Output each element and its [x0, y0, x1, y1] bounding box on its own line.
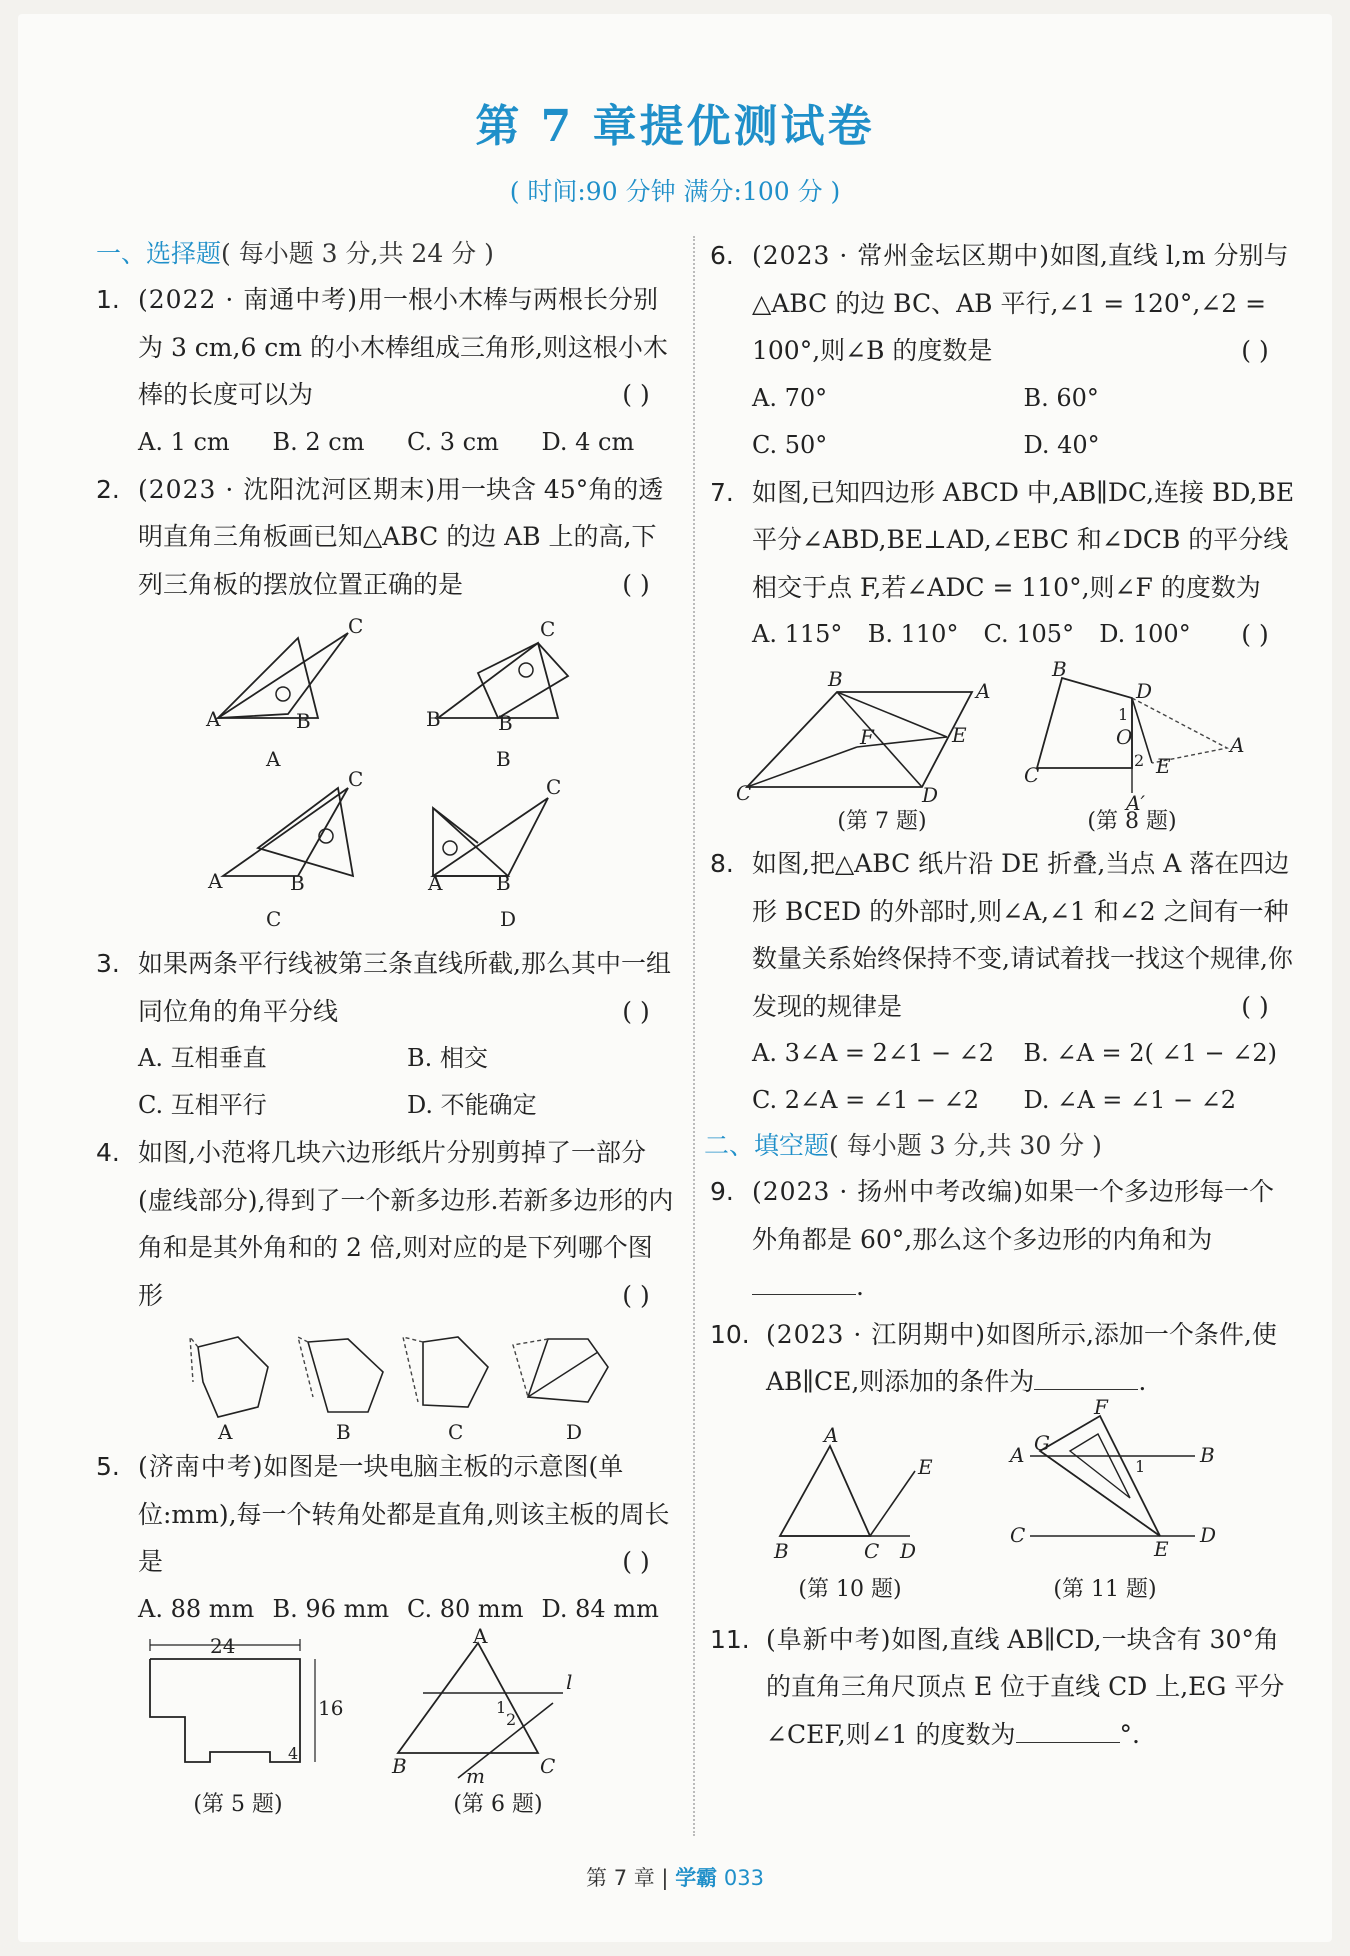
option-b: B. ∠A = 2( ∠1 − ∠2): [1023, 1039, 1277, 1067]
section-choice-heading: 一、选择题( 每小题 3 分,共 24 分 ): [96, 239, 494, 268]
question-text: 如图,把△ABC 纸片沿 DE 折叠,当点 A 落在四边形 BCED 的外部时,则∠A,∠1 和∠2 之间有一种数量关系始终保持不变,请试着找一找这个规律,你发现的规律是: [752, 849, 1293, 1021]
svg-text:m: m: [466, 1763, 485, 1788]
question-text: 如图,直线 l,m 分别与△ABC 的边 BC、AB 平行,∠1 = 120°,∠2 = 100°,则∠B 的度数是: [752, 241, 1289, 365]
svg-text:A: A: [824, 1422, 839, 1447]
figure-label-b: B: [496, 747, 511, 771]
option-a: A. 1 cm: [138, 427, 230, 456]
svg-text:A: A: [1230, 733, 1245, 757]
option-a: A. 115°: [752, 620, 843, 648]
svg-text:A: A: [976, 679, 991, 703]
answer-paren: ( ): [1241, 620, 1269, 649]
figure-caption: (第 10 题): [798, 1576, 902, 1602]
figure-label-d: D: [500, 907, 517, 931]
option-a: A. 3∠A = 2∠1 − ∠2: [752, 1039, 995, 1067]
question-1: [96, 276, 676, 466]
svg-text:A′: A′: [1126, 791, 1145, 815]
options: [138, 419, 676, 466]
option-d: D. 84 mm: [541, 1594, 659, 1623]
question-number: 6.: [710, 241, 734, 270]
question-source: (阜新中考): [766, 1624, 892, 1654]
question-2: [96, 466, 676, 941]
answer-paren: ( ): [622, 569, 650, 599]
option-b: B. 110°: [867, 620, 959, 648]
svg-text:C: C: [1010, 1522, 1026, 1547]
footer-brand: 学霸: [675, 1866, 718, 1890]
option-d: D. 不能确定: [407, 1091, 537, 1119]
svg-text:B: B: [426, 707, 441, 731]
svg-text:1: 1: [496, 1697, 507, 1717]
option-c: C. 50°: [752, 430, 828, 459]
question-text: 如果一个多边形每一个外角都是 60°,那么这个多边形的内角和为: [752, 1177, 1274, 1254]
svg-text:C: C: [348, 767, 364, 791]
question-text: 如图所示,添加一个条件,使 AB∥CE,则添加的条件为: [766, 1319, 1277, 1396]
svg-text:D: D: [1136, 679, 1153, 703]
page-subtitle: ( 时间:90 分钟 满分:100 分 ): [509, 177, 841, 206]
question-8: [710, 840, 1295, 1124]
question-number: 1.: [96, 285, 120, 314]
option-a: A. 88 mm: [138, 1594, 255, 1623]
svg-text:B: B: [290, 871, 305, 895]
figure-caption: (第 6 题): [453, 1791, 543, 1817]
svg-text:B: B: [1200, 1442, 1215, 1467]
question-source: (2023 · 江阴期中): [766, 1319, 986, 1349]
question-text: 如果两条平行线被第三条直线所截,那么其中一组同位角的角平分线: [138, 949, 671, 1026]
option-c: C. 2∠A = ∠1 − ∠2: [752, 1086, 979, 1114]
svg-text:A: A: [473, 1623, 488, 1648]
svg-text:F: F: [1094, 1394, 1108, 1419]
q7-quadrilateral-figure: [732, 667, 1002, 807]
answer-blank[interactable]: [1034, 1363, 1138, 1390]
footer-chapter: 第 7 章: [586, 1866, 655, 1890]
figure-label-b: B: [336, 1420, 351, 1444]
svg-text:O: O: [1116, 725, 1133, 749]
question-text: 如图,直线 AB∥CD,一块含有 30°角的直角三角尺顶点 E 位于直线 CD 上,EG 平分∠CEF,则∠1 的度数为: [766, 1624, 1285, 1749]
svg-text:2: 2: [1134, 751, 1145, 770]
option-d: D. 40°: [1023, 430, 1100, 459]
svg-text:1: 1: [1118, 705, 1129, 724]
question-text: 如图是一块电脑主板的示意图(单位:mm),每一个转角处都是直角,则该主板的周长是: [138, 1452, 670, 1576]
answer-paren: ( ): [1241, 336, 1269, 365]
svg-text:C: C: [736, 781, 752, 805]
q2-triangle-figures: [178, 614, 658, 938]
svg-text:F: F: [860, 725, 874, 749]
figure-label-a: A: [218, 1420, 233, 1444]
figure-label-c: C: [448, 1420, 464, 1444]
question-10: 10. (2023 · 江阴期中)如图所示,添加一个条件,使 AB∥CE,则添加的条件为 . A B C D E (第 10 题) F G A B C D E 1 (第 11 题): [710, 1311, 1295, 1616]
question-number: 9.: [710, 1177, 734, 1206]
question-5: [96, 1443, 676, 1817]
question-source: (2023 · 扬州中考改编): [752, 1177, 1024, 1206]
answer-paren: ( ): [1241, 991, 1269, 1021]
question-9: 9. (2023 · 扬州中考改编)如果一个多边形每一个外角都是 60°,那么这个多边形的内角和为.: [710, 1168, 1295, 1311]
svg-text:B: B: [828, 667, 843, 691]
dim-width: 24: [210, 1633, 236, 1658]
svg-text:C: C: [348, 614, 364, 638]
question-source: (2022 · 南通中考): [138, 285, 358, 314]
svg-text:B: B: [392, 1753, 407, 1778]
option-d: D. 4 cm: [541, 427, 635, 456]
q10-figure: [760, 1422, 933, 1566]
option-c: C. 互相平行: [138, 1091, 267, 1119]
question-source: (2023 · 常州金坛区期中): [752, 241, 1050, 270]
figure-caption: (第 8 题): [1087, 809, 1177, 834]
svg-text:C: C: [540, 1753, 556, 1778]
dim-notch: 4: [288, 1743, 299, 1763]
q6-triangle-figure: [378, 1623, 588, 1788]
question-number: 11.: [710, 1624, 750, 1654]
question-number: 3.: [96, 949, 120, 978]
answer-blank[interactable]: [1016, 1716, 1120, 1743]
question-number: 10.: [710, 1319, 750, 1349]
option-c: C. 3 cm: [407, 427, 499, 456]
option-a: A. 70°: [752, 383, 828, 412]
option-b: B. 相交: [407, 1044, 488, 1072]
svg-text:D: D: [1200, 1522, 1217, 1547]
figure-caption: (第 7 题): [837, 809, 927, 834]
answer-paren: ( ): [622, 1280, 650, 1310]
option-c: C. 80 mm: [407, 1594, 524, 1623]
svg-text:E: E: [1156, 754, 1171, 778]
question-source: (2023 · 沈阳沈河区期末): [138, 474, 436, 504]
svg-text:B: B: [498, 711, 513, 735]
question-text: 用一块含 45°角的透明直角三角板画已知△ABC 的边 AB 上的高,下列三角板的摆放位置正确的是: [138, 474, 664, 599]
q11-figure: [990, 1394, 1230, 1566]
svg-text:G: G: [1034, 1430, 1050, 1455]
svg-text:B: B: [496, 871, 511, 895]
figure-label-a: A: [266, 747, 281, 771]
q5-motherboard-figure: [130, 1633, 360, 1787]
question-4: [96, 1129, 676, 1443]
svg-text:A: A: [206, 707, 221, 731]
section-fill-heading: 二、填空题( 每小题 3 分,共 30 分 ): [704, 1131, 1102, 1160]
svg-text:E: E: [918, 1454, 933, 1479]
svg-text:B: B: [296, 709, 311, 733]
option-b: B. 60°: [1023, 383, 1099, 412]
options: [752, 611, 1215, 658]
question-3: [96, 940, 676, 1129]
answer-paren: ( ): [622, 380, 650, 409]
svg-text:E: E: [1154, 1536, 1169, 1561]
question-text: 如图,小范将几块六边形纸片分别剪掉了一部分(虚线部分),得到了一个新多边形.若新多边形的内角和是其外角和的 2 倍,则对应的是下列哪个图形: [138, 1138, 674, 1310]
svg-text:1: 1: [1135, 1456, 1146, 1476]
q4-hexagon-figures: [168, 1327, 668, 1443]
answer-blank[interactable]: [752, 1268, 856, 1295]
option-b: B. 2 cm: [272, 427, 365, 456]
options: [752, 375, 1295, 469]
figure-caption: (第 5 题): [193, 1791, 283, 1817]
question-number: 4.: [96, 1138, 120, 1167]
answer-paren: ( ): [622, 1547, 650, 1576]
question-6: [710, 232, 1295, 469]
options: [138, 1586, 676, 1633]
figure-label-c: C: [266, 907, 282, 931]
svg-text:A: A: [1010, 1442, 1025, 1467]
question-number: 7.: [710, 477, 734, 507]
page-footer: 第 7 章 | 学霸 033: [586, 1866, 764, 1890]
question-text: 用一根小木棒与两根长分别为 3 cm,6 cm 的小木棒组成三角形,则这根小木棒的长度可以为: [138, 285, 668, 409]
q8-fold-figure: [1022, 657, 1252, 815]
options: [752, 1030, 1295, 1124]
page-number: 033: [723, 1866, 764, 1890]
question-text: 如图,已知四边形 ABCD 中,AB∥DC,连接 BD,BE 平分∠ABD,BE⊥AD,∠EBC 和∠DCB 的平分线相交于点 F,若∠ADC = 110°,则∠F 的度数为: [752, 477, 1295, 602]
svg-text:D: D: [900, 1538, 917, 1563]
svg-text:D: D: [922, 783, 939, 807]
svg-text:l: l: [566, 1669, 573, 1694]
question-11: 11. (阜新中考)如图,直线 AB∥CD,一块含有 30°角的直角三角尺顶点 E 位于直线 CD 上,EG 平分∠CEF,则∠1 的度数为 °.: [710, 1616, 1295, 1759]
option-d: D. 100°: [1099, 620, 1191, 648]
svg-text:C: C: [546, 775, 562, 799]
answer-paren: ( ): [622, 996, 650, 1026]
svg-text:E: E: [952, 723, 967, 747]
option-b: B. 96 mm: [272, 1594, 390, 1623]
svg-text:A: A: [208, 869, 223, 893]
svg-text:2: 2: [506, 1709, 517, 1729]
figure-caption: (第 11 题): [1053, 1576, 1157, 1602]
right-column: [704, 232, 1295, 1758]
question-number: 5.: [96, 1452, 120, 1481]
question-7: [710, 469, 1295, 849]
svg-text:C: C: [540, 617, 556, 641]
svg-text:C: C: [1024, 763, 1040, 787]
svg-text:B: B: [774, 1538, 789, 1563]
dim-height: 16: [318, 1695, 344, 1720]
page-title: 第 7 章提优测试卷: [475, 101, 875, 152]
option-c: C. 105°: [983, 620, 1075, 648]
options: [138, 1035, 676, 1129]
question-source: (济南中考): [138, 1452, 264, 1481]
svg-text:C: C: [864, 1538, 880, 1563]
left-column: [96, 232, 676, 1817]
figure-label-d: D: [566, 1420, 583, 1444]
svg-text:B: B: [1052, 657, 1067, 681]
svg-text:A: A: [428, 871, 443, 895]
option-a: A. 互相垂直: [138, 1044, 267, 1072]
question-number: 2.: [96, 474, 120, 504]
option-d: D. ∠A = ∠1 − ∠2: [1023, 1086, 1237, 1114]
column-divider: [693, 236, 695, 1836]
question-number: 8.: [710, 849, 734, 878]
